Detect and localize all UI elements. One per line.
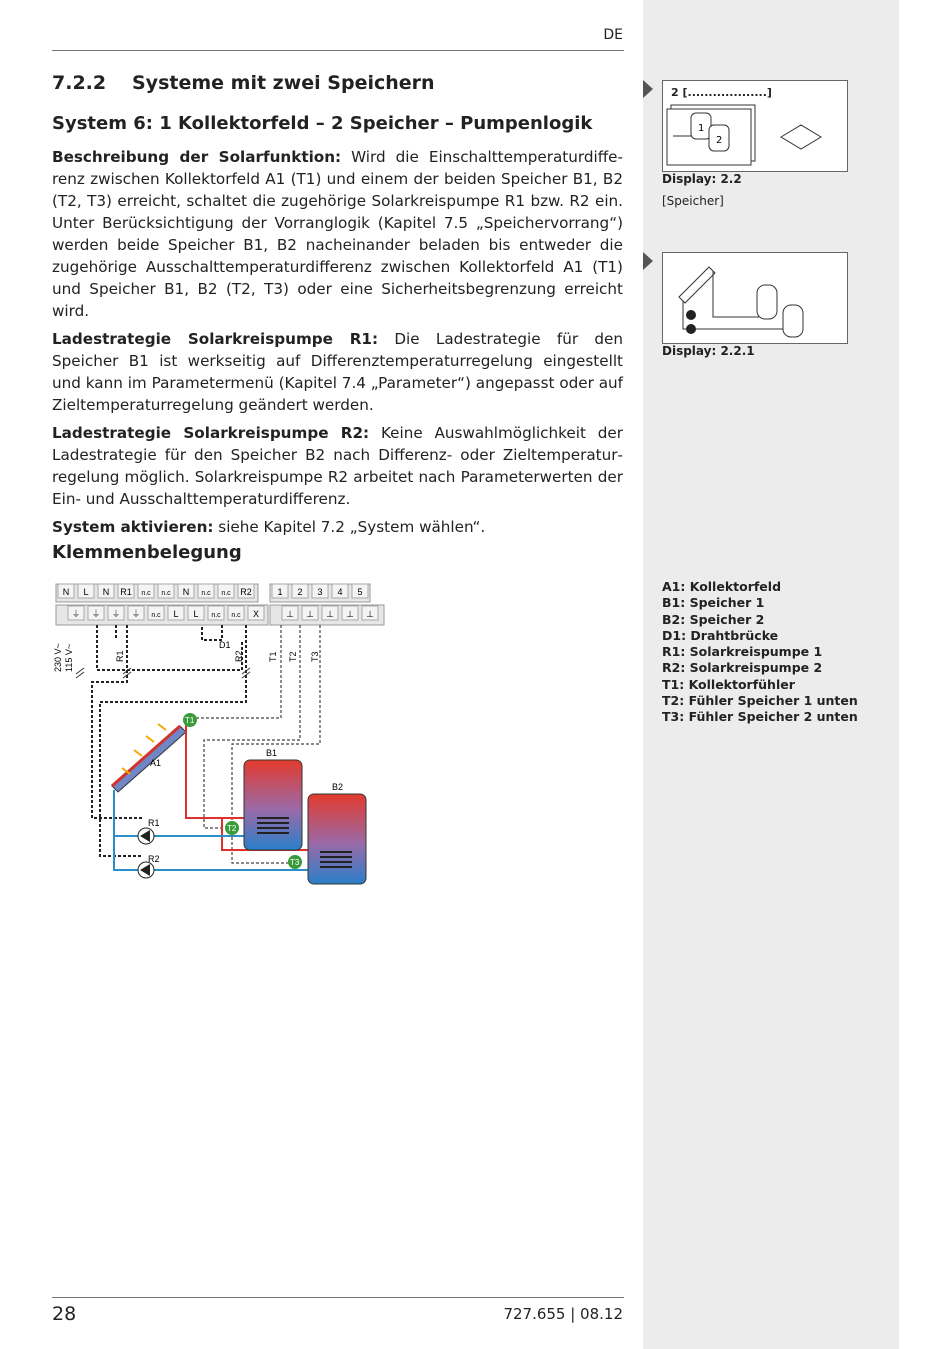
pointer-arrow-icon bbox=[643, 80, 653, 98]
terminal-top-label: n.c bbox=[201, 590, 211, 597]
legend bbox=[662, 579, 858, 726]
terminal-top-label: N bbox=[182, 587, 190, 597]
sensor-t1 bbox=[183, 713, 197, 727]
terminal-bottom-label: L bbox=[173, 609, 179, 619]
speicher-menu-icon bbox=[663, 81, 847, 171]
legend-item: T2: Fühler Speicher 1 unten bbox=[662, 693, 858, 709]
terminal-bottom-label: X bbox=[252, 609, 260, 619]
sensor-t1-label: T1 bbox=[185, 716, 195, 725]
system-title: System 6: 1 Kollektorfeld – 2 Speicher – Pumpenlogik bbox=[52, 113, 593, 134]
paragraph-lead: Ladestrategie Solarkreispumpe R1: bbox=[52, 330, 379, 348]
voltage-label-230: 230 V~ bbox=[53, 643, 63, 672]
legend-item: B2: Speicher 2 bbox=[662, 611, 765, 627]
terminal-sensor-top-label: 1 bbox=[277, 587, 283, 597]
terminal-bottom-label: ⏚ bbox=[111, 609, 121, 619]
section-title: Systeme mit zwei Speichern bbox=[132, 72, 435, 94]
legend-item: R1: Solarkreispumpe 1 bbox=[662, 644, 823, 660]
terminal-strip-right bbox=[270, 584, 384, 625]
sensor-t2 bbox=[225, 821, 239, 835]
terminal-bottom-label: n.c bbox=[211, 612, 221, 619]
paragraph-solar-function bbox=[52, 146, 623, 322]
speicher-icon-2: 2 bbox=[716, 135, 723, 146]
pump-r2-label: R2 bbox=[148, 854, 160, 864]
terminal-sensor-top-label: 4 bbox=[337, 587, 343, 597]
document-reference: 727.655 | 08.12 bbox=[503, 1305, 623, 1323]
language-label: DE bbox=[603, 27, 623, 43]
pump-r2 bbox=[138, 854, 160, 878]
legend-item: T1: Kollektorfühler bbox=[662, 676, 795, 692]
pointer-arrow-icon bbox=[643, 252, 653, 270]
display-caption-1: Display: 2.2 bbox=[662, 172, 742, 186]
footer-rule bbox=[52, 1297, 624, 1298]
terminal-bottom-label: n.c bbox=[231, 612, 241, 619]
speicher-icon-1: 1 bbox=[698, 123, 705, 134]
display-sub-1: [Speicher] bbox=[662, 194, 724, 208]
collector-a1 bbox=[112, 726, 186, 792]
sensor-t2-label: T2 bbox=[227, 824, 237, 833]
display-menu-label: 2 [...................] bbox=[671, 86, 772, 99]
voltage-label-115: 115 V~ bbox=[64, 643, 74, 672]
terminal-bottom-label: n.c bbox=[151, 612, 161, 619]
sensor-t3 bbox=[288, 855, 302, 869]
collector-label: A1 bbox=[150, 758, 162, 768]
paragraph-text: Wird die Einschalttemperaturdifferenz zwischen Kollektorfeld A1 (T1) und einem der beiden Speicher B1, B2 (T2, T3) erreicht, schaltet die zugehörige Solarkreispumpe R1 bzw. R2 ein. Unter Berücksichtigung der Vorranglogik (Kapitel 7.5 „Speichervorrang“) werden beide Speicher B1, B2 nacheinander beladen bis entweder die zugehörige Ausschalttemperaturdifferenz zwischen Kollektorfeld A1 (T1) und Speicher B1, B2 (T2, T3) oder eine Sicherheitsbegrenzung erreicht wird. bbox=[52, 148, 623, 320]
display-2-2-1-box bbox=[662, 252, 848, 344]
wire-label-r2: R2 bbox=[234, 650, 244, 662]
legend-item: D1: Drahtbrücke bbox=[662, 627, 779, 643]
terminal-top-label: L bbox=[83, 587, 89, 597]
system-schematic-icon bbox=[663, 253, 847, 343]
wiring-diagram bbox=[52, 578, 392, 888]
wire-label-t1: T1 bbox=[268, 651, 278, 662]
tank-b1 bbox=[244, 748, 302, 850]
paragraph-activate bbox=[52, 516, 623, 538]
paragraph-lead: System aktivieren: bbox=[52, 518, 214, 536]
tank-b2-label: B2 bbox=[332, 782, 344, 792]
paragraph-text: siehe Kapitel 7.2 „System wählen“. bbox=[213, 518, 486, 536]
page-number: 28 bbox=[52, 1303, 77, 1325]
terminal-bottom-label: ⏚ bbox=[71, 609, 81, 619]
terminal-sensor-top-label: 5 bbox=[357, 587, 363, 597]
wire-label-t3: T3 bbox=[310, 651, 320, 662]
wire-label-r1: R1 bbox=[115, 650, 125, 662]
paragraph-text: Die Ladestrategie für den Speicher B1 ist werkseitig auf Differenztemperaturregelung eingestellt und kann im Parametermenü (Kapitel 7.4 „Parameter“) angepasst oder auf Zieltemperaturregelung geändert werden. bbox=[52, 330, 623, 414]
wire-label-t2: T2 bbox=[288, 651, 298, 662]
terminal-top-label: n.c bbox=[141, 590, 151, 597]
terminal-top-label: N bbox=[102, 587, 110, 597]
header-rule bbox=[52, 50, 624, 51]
legend-item: T3: Fühler Speicher 2 unten bbox=[662, 709, 858, 725]
pump-r1-label: R1 bbox=[148, 818, 160, 828]
wire-label-d1: D1 bbox=[219, 640, 231, 650]
paragraph-strategy-r2 bbox=[52, 422, 623, 510]
terminal-heading: Klemmenbelegung bbox=[52, 542, 242, 563]
paragraph-strategy-r1 bbox=[52, 328, 623, 416]
terminal-top-label: R1 bbox=[120, 587, 132, 597]
terminal-strip-left bbox=[56, 584, 268, 625]
terminal-sensor-top-label: 2 bbox=[297, 587, 303, 597]
section-number: 7.2.2 bbox=[52, 72, 107, 94]
terminal-top-label: n.c bbox=[221, 590, 231, 597]
terminal-bottom-label: ⏚ bbox=[91, 609, 101, 619]
terminal-sensor-bottom-label: ⊥ bbox=[346, 609, 354, 619]
legend-item: R2: Solarkreispumpe 2 bbox=[662, 660, 823, 676]
pump-r1 bbox=[138, 818, 160, 844]
description-body bbox=[52, 146, 623, 544]
tank-b2 bbox=[308, 782, 366, 884]
legend-item: A1: Kollektorfeld bbox=[662, 579, 782, 594]
terminal-sensor-bottom-label: ⊥ bbox=[306, 609, 314, 619]
legend-item: B1: Speicher 1 bbox=[662, 595, 765, 611]
terminal-bottom-label: L bbox=[193, 609, 199, 619]
terminal-top-label: N bbox=[62, 587, 70, 597]
display-caption-2: Display: 2.2.1 bbox=[662, 344, 755, 358]
terminal-bottom-label: ⏚ bbox=[131, 609, 141, 619]
section-heading bbox=[52, 72, 435, 94]
terminal-top-label: R2 bbox=[240, 587, 252, 597]
sensor-t3-label: T3 bbox=[290, 858, 300, 867]
terminal-top-label: n.c bbox=[161, 590, 171, 597]
terminal-sensor-top-label: 3 bbox=[317, 587, 323, 597]
tank-b1-label: B1 bbox=[266, 748, 278, 758]
paragraph-lead: Ladestrategie Solarkreispumpe R2: bbox=[52, 424, 370, 442]
paragraph-text: Keine Auswahlmöglichkeit der Ladestrategie für den Speicher B2 nach Differenz- oder Zieltemperaturregelung möglich. Solarkreispumpe R2 arbeitet nach Parameterwerten der Ein- und Ausschalttemperaturdifferenz. bbox=[52, 424, 623, 508]
terminal-sensor-bottom-label: ⊥ bbox=[366, 609, 374, 619]
terminal-sensor-bottom-label: ⊥ bbox=[286, 609, 294, 619]
terminal-sensor-bottom-label: ⊥ bbox=[326, 609, 334, 619]
paragraph-lead: Beschreibung der Solarfunktion: bbox=[52, 148, 342, 166]
display-2-2-box bbox=[662, 80, 848, 172]
